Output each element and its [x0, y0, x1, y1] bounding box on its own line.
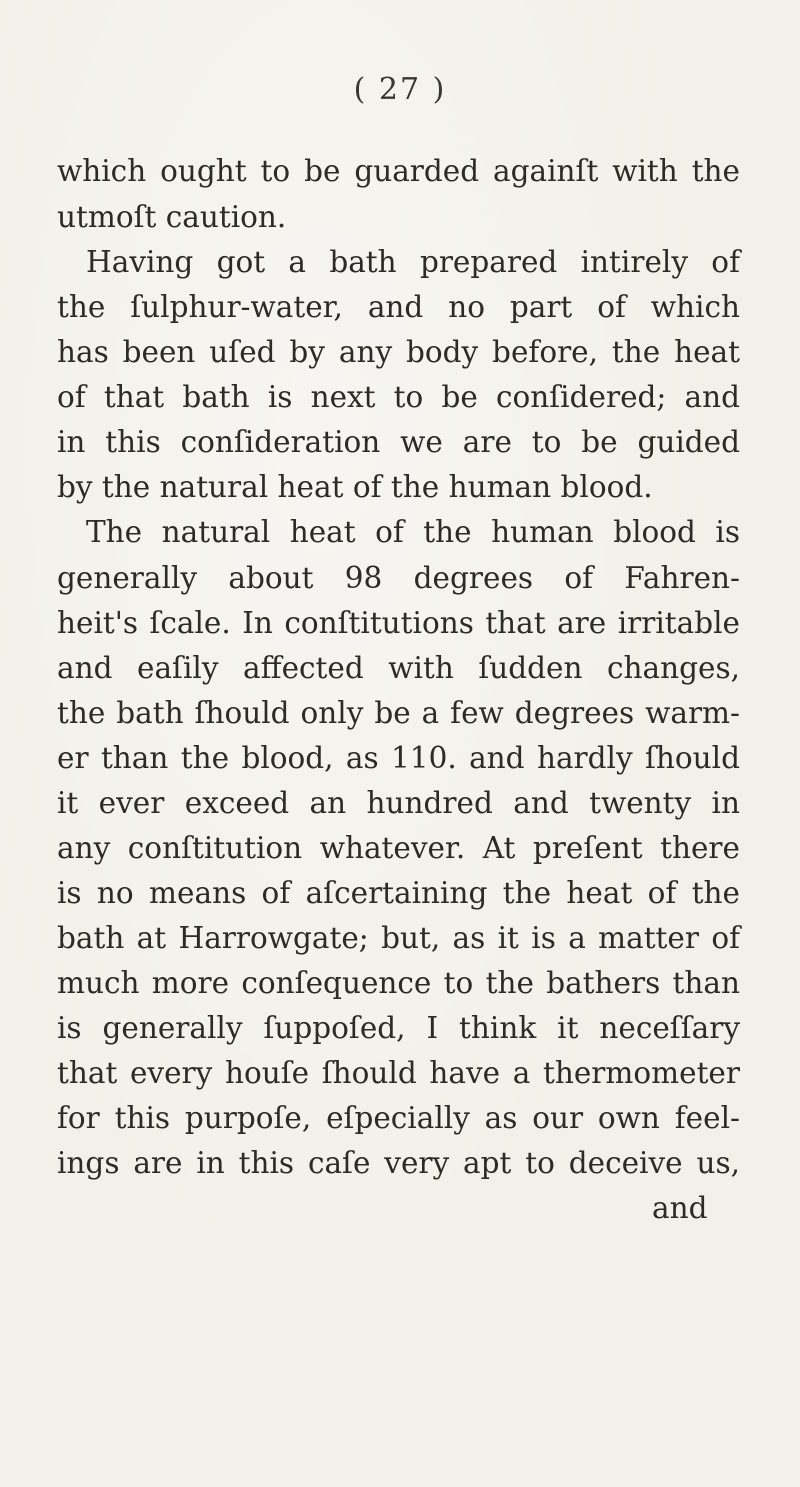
text-line: is no means of aſcertaining the heat of the [57, 876, 740, 910]
text-line: for this purpoſe, eſpecially as our own feel- [57, 1101, 740, 1135]
text-line: the ſulphur-water, and no part of which [57, 290, 740, 324]
text-line: and eaſily affected with ſudden changes, [57, 651, 740, 685]
text-line: bath at Harrowgate; but, as it is a matter of [57, 921, 740, 955]
text-line: of that bath is next to be conſidered; and [57, 380, 740, 414]
text-line: generally about 98 degrees of Fahren- [57, 561, 740, 595]
text-line: it ever exceed an hundred and twenty in [57, 786, 740, 820]
text-line: has been uſed by any body before, the heat [57, 335, 740, 369]
text-line: utmoſt caution. [57, 200, 287, 234]
text-line: much more conſequence to the bathers than [57, 966, 740, 1000]
text-line: The natural heat of the human blood is [86, 515, 740, 549]
text-line: which ought to be guarded againſt with the [57, 154, 740, 188]
text-line: that every houſe ſhould have a thermometer [57, 1056, 740, 1090]
text-line: the bath ſhould only be a few degrees warm- [57, 696, 740, 730]
page-number: ( 27 ) [353, 72, 447, 107]
text-line: in this conſideration we are to be guided [57, 425, 740, 459]
text-line: ings are in this caſe very apt to deceive us, [57, 1146, 740, 1180]
text-line: heit's ſcale. In conſtitutions that are irritable [57, 606, 740, 640]
text-line: is generally ſuppoſed, I think it neceſſary [57, 1011, 740, 1045]
text-line: by the natural heat of the human blood. [57, 470, 653, 504]
catchword: and [652, 1191, 708, 1225]
text-line: Having got a bath prepared intirely of [86, 245, 740, 279]
text-line: any conſtitution whatever. At preſent there [57, 831, 740, 865]
text-line: er than the blood, as 110. and hardly ſhould [57, 741, 740, 775]
